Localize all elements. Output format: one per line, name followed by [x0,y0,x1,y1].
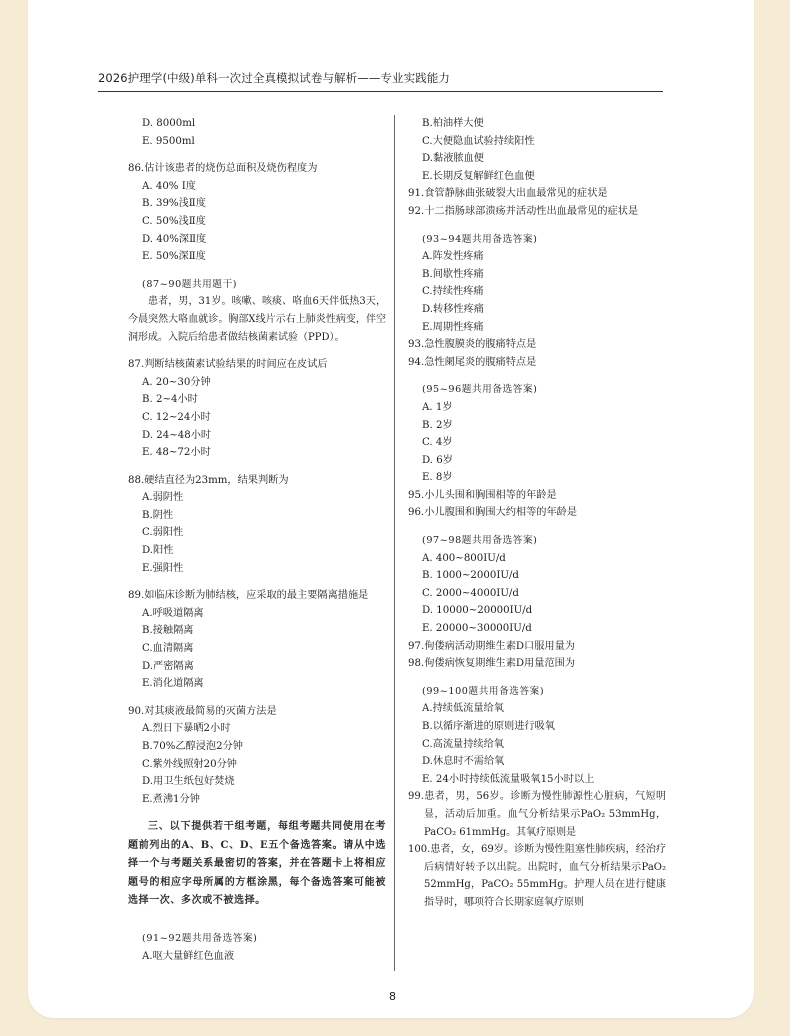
question-97: 97.佝偻病活动期维生素D口服用量为 [408,640,575,652]
option: C. 4岁 [422,437,453,449]
section-instructions: 三、以下提供若干组考题，每组考题共同使用在考题前列出的A、B、C、D、E五个备选答案。请从中选择一个与考题关系最密切的答案，并在答题卡上将相应题号的相应字母所属的方框涂黑，每个备选答案可能被选择一次、多次或不被选择。 [128,821,386,906]
option: B.阴性 [142,509,174,521]
left-column [128,115,386,966]
running-header: 2026护理学(中级)单科一次过全真模拟试卷与解析——专业实践能力 [98,71,451,85]
option: D.用卫生纸包好焚烧 [142,776,235,788]
option: C.高流量持续给氧 [422,738,504,750]
header-rule [98,91,663,92]
option: B.间歇性疼痛 [422,268,484,280]
option: C. 2000~4000IU/d [422,587,519,599]
option: D.休息时不需给氧 [422,756,505,768]
question-93: 93.急性腹膜炎的腹痛特点是 [408,339,537,351]
option: E.长期反复解鲜红色血便 [422,170,535,182]
option: C. 50%浅Ⅱ度 [142,215,206,227]
shared-options-heading: (95~96题共用备选答案) [422,384,538,396]
option: E. 24小时持续低流量吸氧15小时以上 [422,773,595,785]
option: A. 40% Ⅰ度 [142,180,196,192]
option: E. 48~72小时 [142,447,211,459]
question-98: 98.佝偻病恢复期维生素D用量范围为 [408,658,575,670]
question-88: 88.硬结直径为23mm，结果判断为 [128,474,289,486]
shared-options-heading: (97~98题共用备选答案) [422,535,538,547]
option: D.严密隔离 [142,660,194,672]
option: E. 9500ml [142,135,195,147]
option: B. 2岁 [422,419,453,431]
shared-options-heading: (91~92题共用备选答案) [142,933,258,945]
option: D. 10000~20000IU/d [422,605,533,617]
question-90: 90.对其痰液最简易的灭菌方法是 [128,705,277,717]
column-divider [394,115,395,971]
option: C.弱阳性 [142,527,184,539]
option: D. 24~48小时 [142,429,212,441]
question-91: 91.食管静脉曲张破裂大出血最常见的症状是 [408,188,608,200]
right-column [408,115,666,912]
question-95: 95.小儿头围和胸围相等的年龄是 [408,489,557,501]
option: E. 20000~30000IU/d [422,623,532,635]
question-94: 94.急性阑尾炎的腹痛特点是 [408,356,537,368]
option: D. 6岁 [422,454,453,466]
option: A.呕大量鲜红色血液 [142,951,235,962]
option: B.接触隔离 [142,625,194,637]
option: B.以循序渐进的原则进行吸氧 [422,721,555,732]
option: D.阳性 [142,545,174,557]
option: C.紫外线照射20分钟 [142,758,237,770]
question-99: 99.患者，男，56岁。诊断为慢性肺源性心脏病，气短明显，活动后加重。血气分析结果示PaO₂ 53mmHg，PaCO₂ 61mmHg。其氧疗原则是 [408,791,666,838]
shared-stem-heading: (87~90题共用题干) [142,278,238,290]
question-87: 87.判断结核菌素试验结果的时间应在皮试后 [128,359,328,371]
option: E.强阳性 [142,562,184,574]
option: B. 1000~2000IU/d [422,570,519,582]
option: E.煮沸1分钟 [142,793,200,805]
shared-options-heading: (93~94题共用备选答案) [422,233,538,245]
option: D.转移性疼痛 [422,303,484,315]
option: B.70%乙醇浸泡2分钟 [142,741,243,752]
option: E. 8岁 [422,472,453,484]
option: A.烈日下暴晒2小时 [142,723,231,735]
option: D. 40%深Ⅱ度 [142,233,207,245]
page-number: 8 [389,990,396,1003]
option: B.柏油样大便 [422,118,484,129]
question-96: 96.小儿腹围和胸围大约相等的年龄是 [408,507,578,519]
option: C.持续性疼痛 [422,286,484,298]
option: E.周期性疼痛 [422,321,484,333]
option: D. 8000ml [142,118,196,129]
question-89: 89.如临床诊断为肺结核，应采取的最主要隔离措施是 [128,590,369,602]
option: C.血清隔离 [142,643,194,655]
option: B. 39%浅Ⅱ度 [142,198,206,210]
option: D.黏液脓血便 [422,153,484,165]
option: A. 400~800IU/d [422,552,506,564]
case-text: 患者，男，31岁。咳嗽、咳痰、咯血6天伴低热3天，今晨突然大咯血就诊。胸部X线片示右上肺炎性病变，伴空洞形成。入院后给患者做结核菌素试验（PPD）。 [128,296,386,343]
option: A.呼吸道隔离 [142,607,204,619]
question-92: 92.十二指肠球部溃疡并活动性出血最常见的症状是 [408,205,639,217]
option: A. 20~30分钟 [142,376,211,388]
question-86: 86.估计该患者的烧伤总面积及烧伤程度为 [128,163,318,175]
option: C.大便隐血试验持续阳性 [422,135,535,147]
option: A. 1岁 [422,401,453,413]
option: E.消化道隔离 [142,678,204,690]
option: E. 50%深Ⅱ度 [142,251,206,263]
option: C. 12~24小时 [142,411,211,423]
option: A.弱阴性 [142,492,184,504]
shared-options-heading: (99~100题共用备选答案) [422,685,545,697]
question-100: 100.患者，女，69岁。诊断为慢性阻塞性肺疾病，经治疗后病情好转予以出院。出院时，血气分析结果示PaO₂ 52mmHg，PaCO₂ 55mmHg。护理人员在进行健康指导时，哪项符合长期家庭氧疗原则 [408,844,666,908]
option: A.持续低流量给氧 [422,703,504,715]
option: B. 2~4小时 [142,394,198,406]
option: A.阵发性疼痛 [422,251,484,263]
